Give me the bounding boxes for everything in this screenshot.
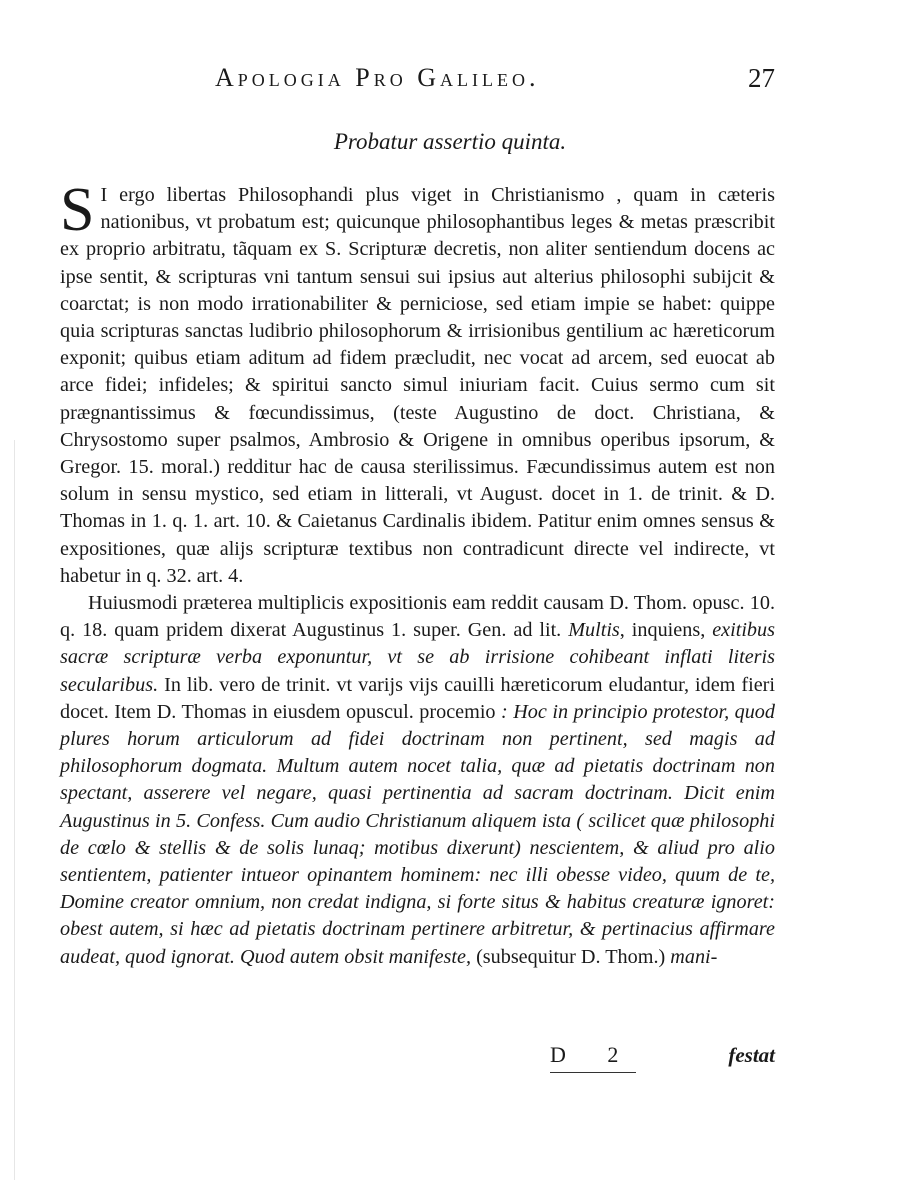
paragraph-1 (60, 176, 775, 590)
paragraph-2-seg5: In lib. vero de trinit. vt varijs vijs cauilli hæreticorum eludantur, idem fieri docet. Item D. Thomas in eiusdem opuscul. procemio (60, 673, 775, 723)
paragraph-2 (60, 590, 775, 971)
paragraph-1-text: I ergo libertas Philosophandi plus viget in Christianismo , quam in cæteris nationibus, vt probatum est; quicunque philosophantibus leges & metas præscribit ex proprio arbitratu, tãquam ex S. Scripturæ decretis, non aliter sentiendum docens ac ipse sentit, & scripturas vni tantum sensui sui ipsius aut alterius philosophi subijcit & coarctat; is non modo irrationabiliter & perniciose, sed etiam impie se habet: quippe quia scripturas sanctas ludibrio philosophorum & irrisionibus gentilium ac hæreticorum exponit; quibus etiam aditum ad fidem præcludit, nec vocat ad arcem, sed euocat ab arce fidei; infideles; & spiritui sancto simul iniuriam facit. Cuius sermo cum sit prægnantissimus & fœcundissimus, (teste Augustino de doct. Christiana, & Chrysostomo super psalmos, Ambrosio & Origene in omnibus operibus ipsorum, & Gregor. 15. moral.) redditur hac de causa sterilissimus. Fæcundissimus autem est non solum in sensu mystico, sed etiam in litterali, vt August. docet in 1. de trinit. & D. Thomas in 1. q. 1. art. 10. & Caietanus Cardinalis ibidem. Patitur enim omnes sensus & expositiones, quæ alijs scripturæ textibus non contradicunt directe vel indirecte, vt habetur in q. 32. art. 4. (60, 184, 775, 587)
drop-cap: S (60, 176, 95, 244)
page-footer (60, 1040, 775, 1080)
main-text (60, 176, 775, 971)
page-edge-line (14, 440, 15, 1180)
paragraph-2-seg2: Multis (568, 619, 620, 642)
signature-mark: D 2 (550, 1040, 636, 1073)
paragraph-2-seg4: exitibus sacræ scripturæ verba exponuntur, vt se ab irrisione cohibeant inflati literis secularibus. (60, 619, 775, 696)
paragraph-2-seg8: mani- (665, 945, 718, 968)
paragraph-2-seg7: (subsequitur D. Thom.) (476, 945, 666, 968)
running-head (215, 60, 775, 100)
section-heading: Probatur assertio quinta. (333, 129, 567, 154)
paragraph-2-seg6: : Hoc in principio protestor, quod plures horum articulorum ad fidei doctrinam non pertinent, sed magis ad philosophorum dogmata. Multum autem nocet talia, quæ ad pietatis doctrinam non spectant, asserere vel negare, quasi pertinentia ad sacram doctrinam. Dicit enim Augustinus in 5. Confess. Cum audio Christianum aliquem ista ( scilicet quæ philosophi de cœlo & stellis & de solis lunaq; motibus dixerunt) nescientem, & aliud pro alio sentientem, patienter intueor opinantem hominem: nec illi obesse video, quum de te, Domine creator omnium, non credat indigna, si forte situs & habitus creaturæ ignoret: obest autem, si hæc ad pietatis doctrinam pertinere arbitretur, & pertinacius affirmare audeat, quod ignorat. Quod autem obsit manifeste, (60, 700, 775, 968)
running-title: Apologia Pro Galileo. (215, 63, 540, 92)
page-number: 27 (748, 63, 775, 93)
paragraph-2-seg3: , inquiens, (619, 619, 713, 642)
catchword: festat (728, 1043, 775, 1067)
paragraph-2-seg1: Huiusmodi præterea multiplicis expositionis eam reddit causam D. Thom. opusc. 10. q. 18. quam pridem dixerat Augustinus 1. super. Gen. ad lit. (60, 592, 775, 642)
